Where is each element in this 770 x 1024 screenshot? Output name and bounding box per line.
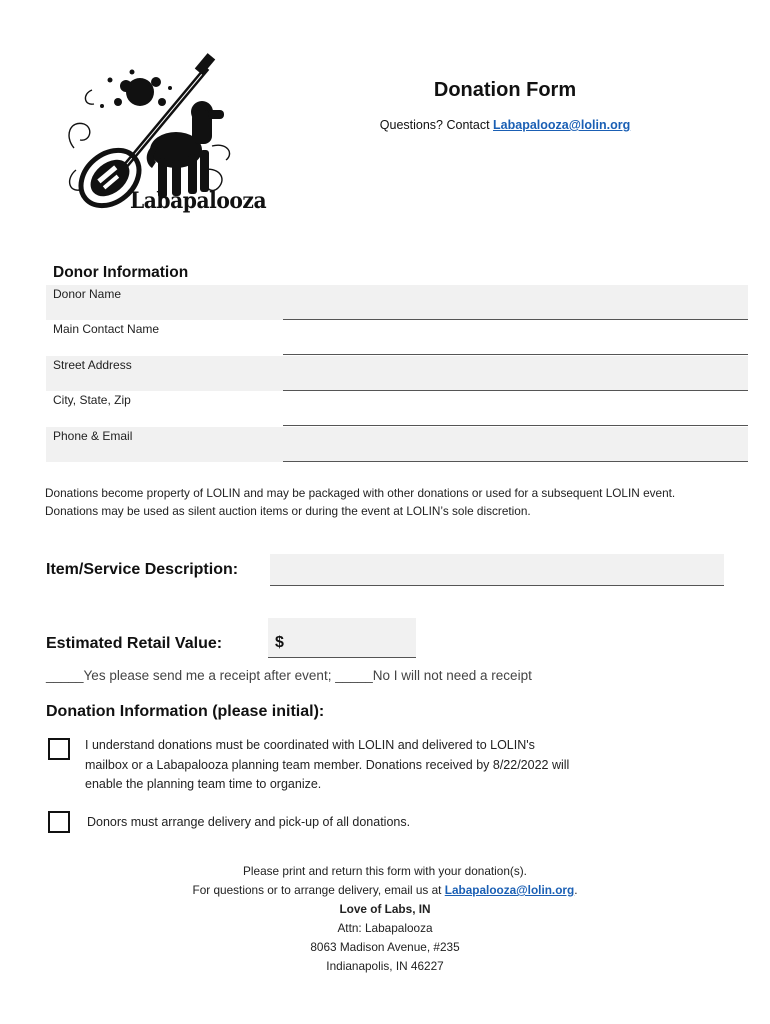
- city-state-zip-label: City, State, Zip: [53, 393, 131, 407]
- main-contact-row: [46, 320, 748, 355]
- contact-prefix: Questions? Contact: [379, 118, 494, 132]
- city-state-zip-field[interactable]: [283, 425, 748, 426]
- footer-contact-suffix: .: [574, 883, 578, 897]
- terms-coordination-text: [85, 736, 645, 795]
- street-address-row: [46, 356, 748, 391]
- footer-contact-prefix: For questions or to arrange delivery, email us at: [192, 883, 445, 897]
- phone-email-field[interactable]: [283, 461, 748, 462]
- terms-line: I understand donations must be coordinated with LOLIN and delivered to LOLIN's: [85, 738, 535, 752]
- retail-value-label: Estimated Retail Value:: [46, 635, 223, 652]
- phone-email-row: [46, 427, 748, 462]
- donation-disclaimer: [45, 484, 745, 520]
- contact-email-link[interactable]: Labapalooza@lolin.org: [493, 118, 631, 132]
- logo-wordmark: Labapalooza: [130, 188, 267, 214]
- page-title: Donation Form: [433, 79, 577, 101]
- terms-delivery-text: Donors must arrange delivery and pick-up of all donations.: [87, 815, 411, 829]
- donation-information-heading: Donation Information (please initial):: [46, 703, 325, 720]
- donor-name-label: Donor Name: [53, 287, 122, 301]
- footer: [85, 862, 685, 976]
- currency-symbol: $: [275, 634, 284, 651]
- item-description-label: Item/Service Description:: [46, 561, 239, 578]
- footer-street: 8063 Madison Avenue, #235: [310, 940, 460, 954]
- contact-line: [300, 118, 710, 132]
- main-contact-field[interactable]: [283, 354, 748, 355]
- terms-coordination-checkbox[interactable]: [48, 738, 70, 760]
- footer-instruction: Please print and return this form with your donation(s).: [243, 864, 527, 878]
- disclaimer-line: Donations may be used as silent auction items or during the event at LOLIN’s sole discretion.: [45, 504, 531, 518]
- street-address-label: Street Address: [53, 358, 132, 372]
- terms-delivery-checkbox[interactable]: [48, 811, 70, 833]
- footer-attn: Attn: Labapalooza: [337, 921, 433, 935]
- city-state-zip-row: [46, 391, 748, 426]
- footer-city: Indianapolis, IN 46227: [326, 959, 444, 973]
- receipt-preference[interactable]: _____Yes please send me a receipt after event; _____No I will not need a receipt: [46, 668, 532, 683]
- main-contact-label: Main Contact Name: [53, 322, 160, 336]
- footer-org-name: Love of Labs, IN: [339, 902, 431, 916]
- donor-name-row: [46, 285, 748, 320]
- phone-email-label: Phone & Email: [53, 429, 133, 443]
- terms-line: mailbox or a Labapalooza planning team member. Donations received by 8/22/2022 will: [85, 757, 570, 772]
- footer-contact-line: [85, 881, 685, 900]
- disclaimer-line: Donations become property of LOLIN and may be packaged with other donations or used for a subsequent LOLIN event.: [45, 486, 676, 500]
- retail-value-field[interactable]: [268, 618, 416, 658]
- terms-line: enable the planning team time to organize.: [85, 777, 322, 791]
- item-description-field[interactable]: [270, 554, 724, 586]
- footer-email-link[interactable]: Labapalooza@lolin.org: [444, 883, 575, 897]
- donor-information-heading: Donor Information: [53, 264, 189, 281]
